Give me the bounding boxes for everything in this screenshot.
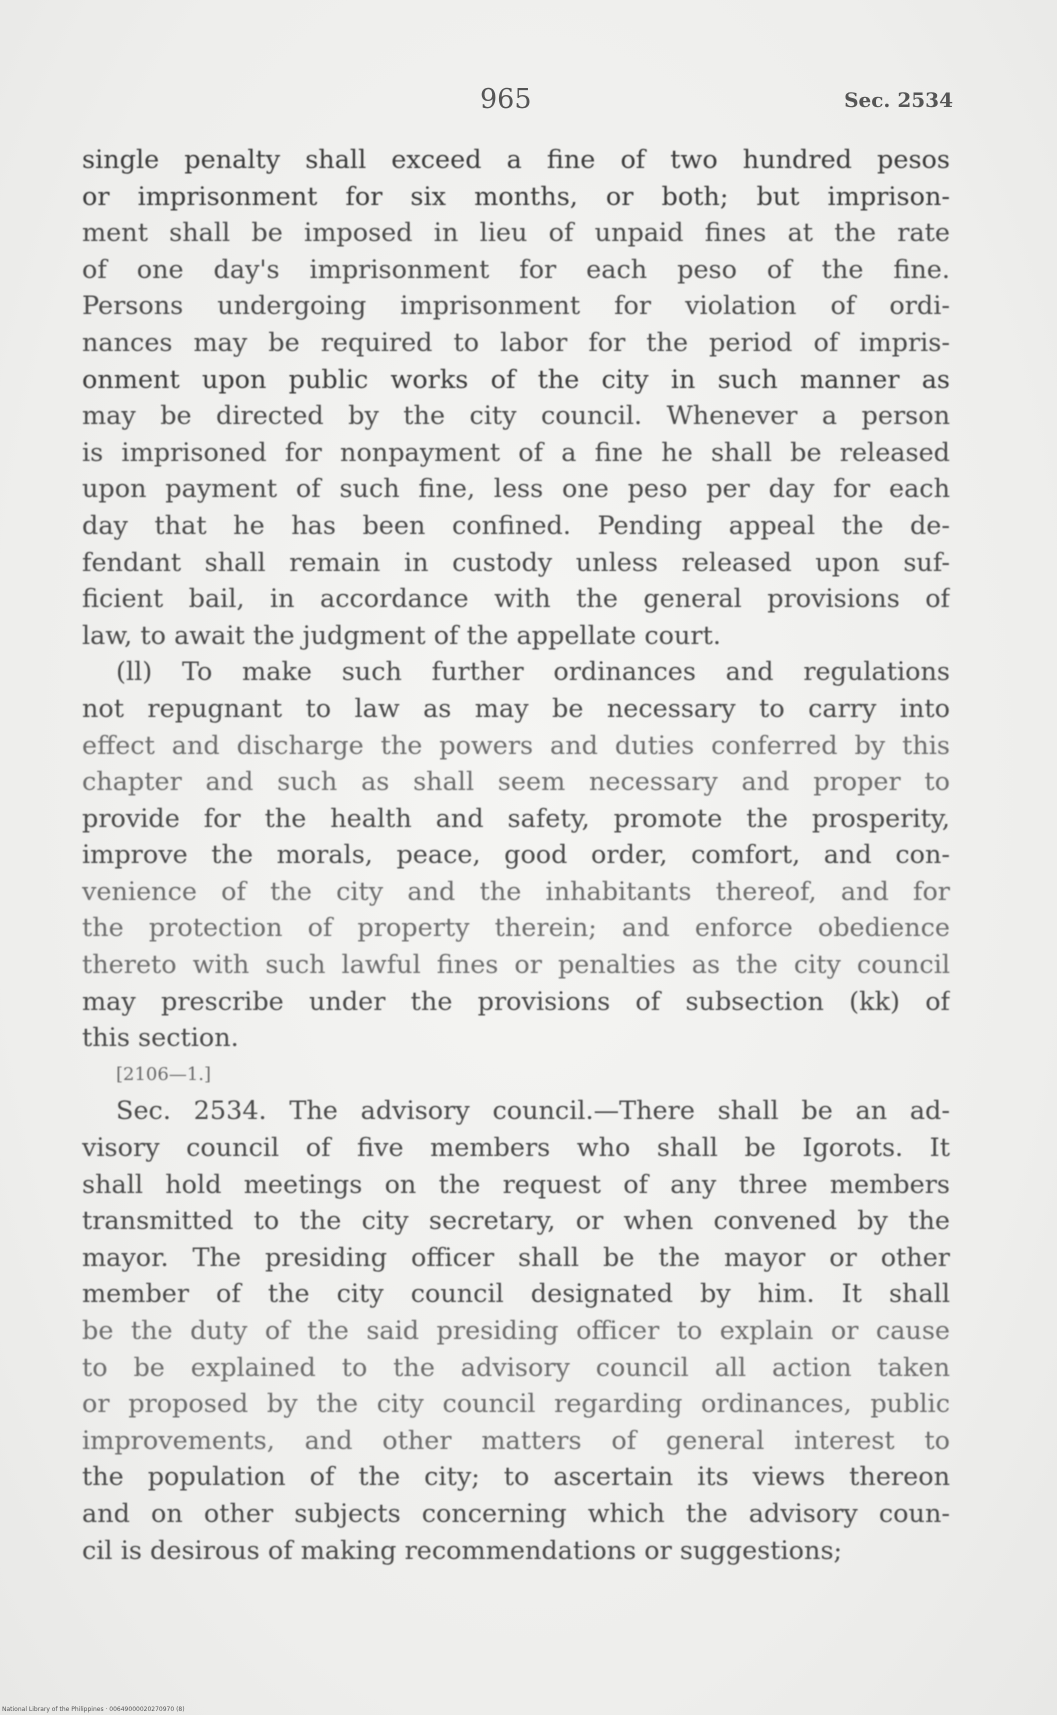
text-line: or proposed by the city council regarding ordinances, public — [82, 1389, 950, 1420]
text-line: improvements, and other matters of general interest to — [82, 1425, 950, 1456]
text-line: single penalty shall exceed a fine of two hundred pesos — [82, 145, 950, 175]
text-line: not repugnant to law as may be necessary to carry into — [82, 693, 950, 724]
text-line: venience of the city and the inhabitants thereof, and for — [82, 876, 950, 907]
text-line: transmitted to the city secretary, or when convened by the — [82, 1206, 950, 1237]
text-line: effect and discharge the powers and duties conferred by this — [82, 730, 950, 761]
text-line: chapter and such as shall seem necessary and proper to — [82, 767, 950, 798]
text-line: member of the city council designated by him. It shall — [82, 1279, 950, 1310]
text-line: may prescribe under the provisions of subsection (kk) of — [82, 986, 950, 1017]
text-line: and on other subjects concerning which the advisory coun- — [82, 1498, 950, 1529]
text-line: may be directed by the city council. Whenever a person — [82, 401, 950, 432]
text-line: cil is desirous of making recommendations or suggestions; — [82, 1535, 843, 1566]
text-line: or imprisonment for six months, or both; but imprison- — [82, 181, 950, 212]
text-line: fendant shall remain in custody unless released upon suf- — [82, 547, 950, 578]
text-line: ment shall be imposed in lieu of unpaid fines at the rate — [82, 218, 950, 249]
text-line: the population of the city; to ascertain its views thereon — [82, 1462, 950, 1493]
text-line: nances may be required to labor for the period of impris- — [82, 327, 950, 358]
text-line: the protection of property therein; and enforce obedience — [82, 913, 950, 944]
text-line: upon payment of such fine, less one peso per day for each — [82, 474, 950, 505]
section-reference: Sec. 2534 — [844, 88, 953, 112]
text-line: Persons undergoing imprisonment for violation of ordi- — [82, 291, 950, 322]
text-line: mayor. The presiding officer shall be the mayor or other — [82, 1242, 950, 1273]
text-line: ficient bail, in accordance with the general provisions of — [82, 584, 950, 615]
text-line: shall hold meetings on the request of any three members — [82, 1169, 950, 1200]
text-line: this section. — [82, 1023, 239, 1054]
text-line: provide for the health and safety, promote the prosperity, — [82, 803, 950, 834]
body-text — [82, 142, 950, 1569]
page-header — [0, 84, 1057, 124]
text-line: to be explained to the advisory council all action taken — [82, 1352, 950, 1383]
text-line: (ll) To make such further ordinances and regulations — [116, 657, 950, 688]
text-line: onment upon public works of the city in such manner as — [82, 364, 950, 395]
text-line: is imprisoned for nonpayment of a fine he shall be released — [82, 437, 950, 468]
text-line: visory council of five members who shall be Igorots. It — [82, 1133, 950, 1164]
text-line: law, to await the judgment of the appellate court. — [82, 620, 721, 651]
text-line: day that he has been confined. Pending appeal the de- — [82, 510, 950, 541]
text-line: of one day's imprisonment for each peso of the fine. — [82, 254, 950, 285]
section-heading-line: Sec. 2534. The advisory council.—There shall be an ad- — [116, 1096, 950, 1127]
text-line: improve the morals, peace, good order, comfort, and con- — [82, 840, 950, 871]
text-line: be the duty of the said presiding officer to explain or cause — [82, 1316, 950, 1346]
page-number: 965 — [480, 84, 532, 115]
citation: [2106—1.] — [116, 1063, 212, 1085]
scan-credit: National Library of the Philippines · 00649000020270970 (8) — [2, 1706, 185, 1713]
text-line: thereto with such lawful fines or penalties as the city council — [82, 950, 950, 981]
